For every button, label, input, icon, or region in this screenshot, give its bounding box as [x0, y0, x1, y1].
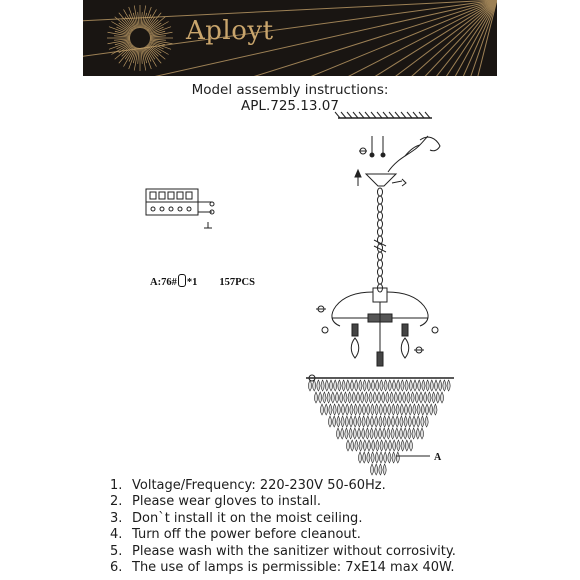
- item-text: Please wear gloves to install.: [132, 494, 322, 510]
- hand-connecting-wires-icon: [388, 136, 440, 172]
- brand-name: Aployt: [186, 16, 274, 46]
- screwdriver-icon: [392, 179, 406, 186]
- crystal-tiers: [306, 378, 454, 475]
- item-number: 6.: [110, 560, 123, 576]
- part-quantity: 157PCS: [219, 277, 255, 288]
- sunburst-logo-icon: [83, 0, 497, 76]
- terminal-block-diagram: [146, 189, 214, 228]
- item-text: Don`t install it on the moist ceiling.: [132, 510, 363, 526]
- item-text: Turn off the power before cleanout.: [132, 527, 361, 543]
- mounting-screws-icon: [359, 136, 385, 157]
- ceiling-line: [335, 112, 432, 118]
- parts-spec: [150, 274, 255, 288]
- item-number: 5.: [110, 543, 123, 559]
- list-item: [110, 527, 456, 543]
- chain: [374, 188, 386, 292]
- list-item: [110, 560, 456, 576]
- assembly-diagram: [0, 110, 580, 480]
- item-number: 1.: [110, 478, 123, 493]
- item-text: Voltage/Frequency: 220-230V 50-60Hz.: [132, 478, 386, 493]
- list-item: [110, 494, 456, 510]
- item-number: 3.: [110, 510, 123, 526]
- item-text: Please wash with the sanitizer without corrosivity.: [132, 543, 456, 559]
- part-multiplier: *1: [186, 277, 198, 288]
- list-item: [110, 511, 456, 527]
- arm-frame: [322, 288, 438, 360]
- part-code: A:76#: [150, 277, 177, 288]
- model-number: APL.725.13.07: [241, 98, 339, 114]
- item-number: 4.: [110, 527, 123, 543]
- list-item: [110, 478, 456, 494]
- item-text: The use of lamps is permissible: 7xE14 max 40W.: [132, 560, 455, 576]
- instruction-list: [110, 478, 456, 576]
- callout-label-a: A: [434, 452, 442, 463]
- arrow-up-icon: [355, 170, 361, 186]
- item-number: 2.: [110, 494, 123, 510]
- list-item: [110, 544, 456, 560]
- document-title: Model assembly instructions:: [191, 82, 389, 98]
- crystal-drop-icon: [178, 274, 186, 287]
- brand-banner: [83, 0, 497, 76]
- rotate-symbol-icons: [307, 306, 424, 381]
- canopy: [366, 174, 396, 186]
